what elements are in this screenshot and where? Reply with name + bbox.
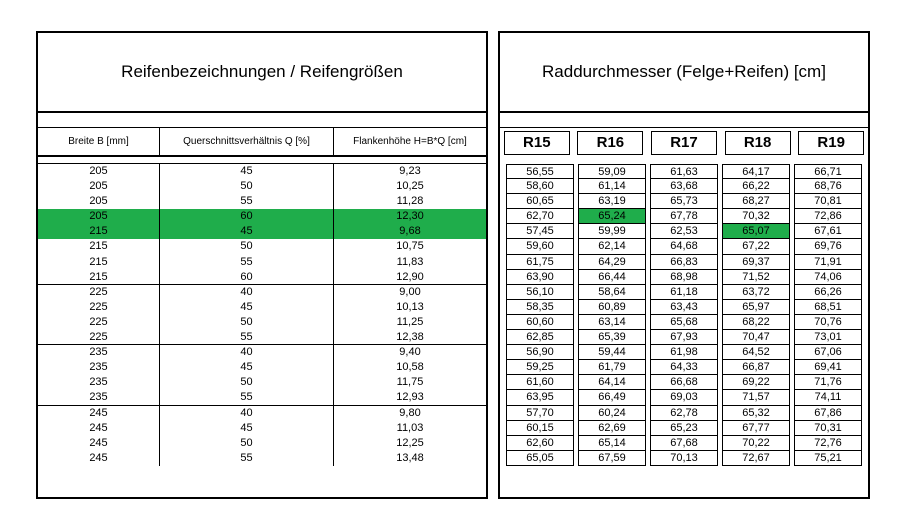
cell-ratio: 50 bbox=[160, 375, 334, 390]
cell-diameter-r17: 68,98 bbox=[650, 270, 718, 285]
cell-diameter-r17: 69,03 bbox=[650, 390, 718, 405]
cell-diameter-r18: 70,47 bbox=[722, 330, 790, 345]
table-row bbox=[506, 285, 862, 300]
cell-sidewall: 12,38 bbox=[396, 331, 424, 344]
cell-diameter-r15: 65,05 bbox=[506, 451, 574, 466]
table-row bbox=[506, 239, 862, 254]
header-r19: R19 bbox=[798, 131, 864, 155]
cell-sidewall: 13,48 bbox=[396, 451, 424, 464]
cell-width: 205 bbox=[38, 194, 160, 209]
cell-width: 225 bbox=[38, 285, 160, 300]
cell-diameter-r18: 67,77 bbox=[722, 421, 790, 436]
cell-width: 245 bbox=[38, 451, 160, 466]
cell-diameter-r16: 65,24 bbox=[578, 209, 646, 224]
table-row bbox=[38, 451, 486, 466]
header-r18: R18 bbox=[725, 131, 791, 155]
header-r15: R15 bbox=[504, 131, 570, 155]
cell-sidewall: 10,13 bbox=[396, 300, 424, 313]
cell-diameter-r17: 63,68 bbox=[650, 179, 718, 194]
table-row bbox=[506, 421, 862, 436]
cell-diameter-r19: 66,71 bbox=[794, 164, 862, 179]
table-row bbox=[38, 421, 486, 436]
cell-diameter-r16: 66,49 bbox=[578, 390, 646, 405]
cell-diameter-r19: 71,76 bbox=[794, 375, 862, 390]
cell-diameter-r16: 59,09 bbox=[578, 164, 646, 179]
cell-diameter-r19: 72,86 bbox=[794, 209, 862, 224]
cell-diameter-r16: 59,44 bbox=[578, 345, 646, 360]
table-row bbox=[506, 315, 862, 330]
header-r17: R17 bbox=[651, 131, 717, 155]
cell-diameter-r18: 64,17 bbox=[722, 164, 790, 179]
header-ratio: Querschnittsverhältnis Q [%] bbox=[160, 128, 334, 155]
table-row bbox=[38, 194, 486, 209]
cell-diameter-r16: 60,24 bbox=[578, 406, 646, 421]
cell-diameter-r16: 61,79 bbox=[578, 360, 646, 375]
cell-ratio: 50 bbox=[160, 179, 334, 194]
cell-ratio: 45 bbox=[160, 164, 334, 179]
cell-diameter-r19: 71,91 bbox=[794, 255, 862, 270]
cell-ratio: 60 bbox=[160, 209, 334, 224]
cell-diameter-r15: 62,60 bbox=[506, 436, 574, 451]
cell-ratio: 55 bbox=[160, 451, 334, 466]
wheel-diameter-rows bbox=[506, 164, 862, 466]
cell-sidewall: 10,25 bbox=[396, 180, 424, 193]
cell-diameter-r17: 65,73 bbox=[650, 194, 718, 209]
cell-ratio: 55 bbox=[160, 255, 334, 270]
table-row bbox=[38, 315, 486, 330]
cell-diameter-r16: 65,39 bbox=[578, 330, 646, 345]
cell-diameter-r16: 59,99 bbox=[578, 224, 646, 239]
cell-diameter-r15: 56,90 bbox=[506, 345, 574, 360]
cell-diameter-r15: 60,60 bbox=[506, 315, 574, 330]
wheel-diameter-table bbox=[498, 31, 870, 499]
cell-ratio: 40 bbox=[160, 285, 334, 300]
cell-ratio: 50 bbox=[160, 436, 334, 451]
wheel-diameter-title: Raddurchmesser (Felge+Reifen) [cm] bbox=[500, 33, 868, 113]
cell-sidewall: 11,75 bbox=[396, 376, 424, 389]
cell-diameter-r15: 58,35 bbox=[506, 300, 574, 315]
table-row bbox=[506, 224, 862, 239]
cell-diameter-r16: 60,89 bbox=[578, 300, 646, 315]
cell-diameter-r18: 71,57 bbox=[722, 390, 790, 405]
cell-diameter-r19: 68,76 bbox=[794, 179, 862, 194]
cell-diameter-r18: 63,72 bbox=[722, 285, 790, 300]
cell-ratio: 60 bbox=[160, 270, 334, 284]
cell-diameter-r18: 64,52 bbox=[722, 345, 790, 360]
cell-width: 225 bbox=[38, 315, 160, 330]
cell-diameter-r18: 72,67 bbox=[722, 451, 790, 466]
cell-diameter-r18: 67,22 bbox=[722, 239, 790, 254]
cell-diameter-r15: 61,60 bbox=[506, 375, 574, 390]
cell-diameter-r16: 63,14 bbox=[578, 315, 646, 330]
cell-sidewall: 11,25 bbox=[396, 315, 424, 328]
cell-diameter-r19: 70,81 bbox=[794, 194, 862, 209]
table-row bbox=[38, 406, 486, 421]
table-row bbox=[506, 209, 862, 224]
cell-ratio: 45 bbox=[160, 360, 334, 375]
cell-width: 235 bbox=[38, 390, 160, 404]
cell-diameter-r18: 66,22 bbox=[722, 179, 790, 194]
cell-diameter-r18: 68,22 bbox=[722, 315, 790, 330]
cell-diameter-r19: 72,76 bbox=[794, 436, 862, 451]
cell-diameter-r16: 61,14 bbox=[578, 179, 646, 194]
header-r16: R16 bbox=[577, 131, 643, 155]
cell-diameter-r15: 60,65 bbox=[506, 194, 574, 209]
cell-diameter-r17: 66,68 bbox=[650, 375, 718, 390]
cell-ratio: 45 bbox=[160, 300, 334, 315]
cell-diameter-r17: 67,78 bbox=[650, 209, 718, 224]
cell-diameter-r16: 63,19 bbox=[578, 194, 646, 209]
cell-ratio: 55 bbox=[160, 194, 334, 209]
table-row bbox=[506, 300, 862, 315]
cell-diameter-r18: 69,37 bbox=[722, 255, 790, 270]
cell-sidewall: 12,90 bbox=[396, 270, 424, 283]
cell-diameter-r19: 67,06 bbox=[794, 345, 862, 360]
cell-diameter-r19: 69,41 bbox=[794, 360, 862, 375]
table-row bbox=[38, 330, 486, 345]
table-row bbox=[506, 406, 862, 421]
cell-diameter-r19: 73,01 bbox=[794, 330, 862, 345]
table-row bbox=[38, 164, 486, 179]
cell-diameter-r16: 67,59 bbox=[578, 451, 646, 466]
cell-width: 245 bbox=[38, 436, 160, 451]
cell-sidewall: 10,75 bbox=[396, 240, 424, 253]
cell-diameter-r18: 66,87 bbox=[722, 360, 790, 375]
cell-diameter-r17: 67,68 bbox=[650, 436, 718, 451]
cell-width: 215 bbox=[38, 255, 160, 270]
cell-diameter-r17: 61,98 bbox=[650, 345, 718, 360]
cell-width: 215 bbox=[38, 270, 160, 284]
cell-diameter-r16: 64,14 bbox=[578, 375, 646, 390]
cell-diameter-r18: 68,27 bbox=[722, 194, 790, 209]
table-row bbox=[38, 270, 486, 285]
cell-sidewall: 9,23 bbox=[399, 165, 421, 177]
table-row bbox=[38, 209, 486, 224]
cell-diameter-r17: 61,63 bbox=[650, 164, 718, 179]
cell-diameter-r19: 74,06 bbox=[794, 270, 862, 285]
table-row bbox=[38, 360, 486, 375]
cell-diameter-r18: 70,22 bbox=[722, 436, 790, 451]
table-row bbox=[38, 300, 486, 315]
cell-diameter-r17: 61,18 bbox=[650, 285, 718, 300]
cell-diameter-r17: 65,23 bbox=[650, 421, 718, 436]
cell-diameter-r17: 64,68 bbox=[650, 239, 718, 254]
cell-diameter-r18: 65,07 bbox=[722, 224, 790, 239]
cell-diameter-r15: 57,45 bbox=[506, 224, 574, 239]
table-row bbox=[38, 224, 486, 239]
cell-ratio: 55 bbox=[160, 390, 334, 404]
cell-diameter-r15: 56,55 bbox=[506, 164, 574, 179]
cell-diameter-r19: 67,61 bbox=[794, 224, 862, 239]
cell-diameter-r17: 62,78 bbox=[650, 406, 718, 421]
cell-diameter-r16: 65,14 bbox=[578, 436, 646, 451]
cell-diameter-r15: 59,60 bbox=[506, 239, 574, 254]
table-row bbox=[506, 436, 862, 451]
table-row bbox=[506, 255, 862, 270]
cell-diameter-r17: 66,83 bbox=[650, 255, 718, 270]
header-sidewall: Flankenhöhe H=B*Q [cm] bbox=[353, 136, 467, 147]
cell-width: 235 bbox=[38, 345, 160, 360]
cell-diameter-r19: 70,76 bbox=[794, 315, 862, 330]
cell-diameter-r17: 67,93 bbox=[650, 330, 718, 345]
spacer-row bbox=[38, 113, 486, 128]
cell-diameter-r15: 63,90 bbox=[506, 270, 574, 285]
cell-width: 215 bbox=[38, 239, 160, 254]
table-row bbox=[506, 451, 862, 466]
cell-width: 225 bbox=[38, 300, 160, 315]
cell-diameter-r15: 62,70 bbox=[506, 209, 574, 224]
cell-diameter-r19: 70,31 bbox=[794, 421, 862, 436]
table-row bbox=[38, 179, 486, 194]
cell-diameter-r17: 62,53 bbox=[650, 224, 718, 239]
table-row bbox=[506, 270, 862, 285]
cell-width: 245 bbox=[38, 421, 160, 436]
cell-sidewall: 12,93 bbox=[396, 391, 424, 404]
table-row bbox=[506, 345, 862, 360]
cell-width: 225 bbox=[38, 330, 160, 344]
table-row bbox=[38, 345, 486, 360]
cell-sidewall: 10,58 bbox=[396, 361, 424, 374]
cell-diameter-r15: 63,95 bbox=[506, 390, 574, 405]
cell-diameter-r18: 65,97 bbox=[722, 300, 790, 315]
cell-ratio: 45 bbox=[160, 421, 334, 436]
cell-diameter-r18: 69,22 bbox=[722, 375, 790, 390]
cell-ratio: 50 bbox=[160, 315, 334, 330]
cell-diameter-r15: 59,25 bbox=[506, 360, 574, 375]
cell-ratio: 40 bbox=[160, 406, 334, 421]
rim-size-header bbox=[500, 128, 868, 155]
cell-diameter-r15: 62,85 bbox=[506, 330, 574, 345]
tire-sizes-title: Reifenbezeichnungen / Reifengrößen bbox=[38, 33, 486, 113]
cell-diameter-r19: 74,11 bbox=[794, 390, 862, 405]
cell-ratio: 45 bbox=[160, 224, 334, 239]
cell-ratio: 55 bbox=[160, 330, 334, 344]
cell-diameter-r16: 66,44 bbox=[578, 270, 646, 285]
table-row bbox=[38, 375, 486, 390]
cell-diameter-r19: 75,21 bbox=[794, 451, 862, 466]
cell-diameter-r17: 63,43 bbox=[650, 300, 718, 315]
cell-diameter-r15: 58,60 bbox=[506, 179, 574, 194]
table-row bbox=[506, 375, 862, 390]
cell-width: 235 bbox=[38, 360, 160, 375]
cell-sidewall: 12,30 bbox=[396, 210, 424, 223]
tire-sizes-header bbox=[38, 128, 486, 157]
cell-diameter-r15: 56,10 bbox=[506, 285, 574, 300]
cell-diameter-r19: 69,76 bbox=[794, 239, 862, 254]
cell-ratio: 40 bbox=[160, 345, 334, 360]
table-row bbox=[506, 179, 862, 194]
cell-diameter-r19: 66,26 bbox=[794, 285, 862, 300]
cell-sidewall: 11,83 bbox=[396, 255, 424, 268]
cell-width: 205 bbox=[38, 209, 160, 224]
cell-sidewall: 9,00 bbox=[399, 285, 421, 298]
cell-diameter-r16: 58,64 bbox=[578, 285, 646, 300]
cell-diameter-r18: 71,52 bbox=[722, 270, 790, 285]
cell-ratio: 50 bbox=[160, 239, 334, 254]
cell-width: 215 bbox=[38, 224, 160, 239]
cell-diameter-r18: 65,32 bbox=[722, 406, 790, 421]
header-width: Breite B [mm] bbox=[38, 128, 160, 155]
cell-sidewall: 9,40 bbox=[399, 346, 421, 359]
cell-sidewall: 12,25 bbox=[396, 436, 424, 449]
table-row bbox=[38, 255, 486, 270]
cell-sidewall: 11,03 bbox=[396, 421, 424, 434]
cell-width: 205 bbox=[38, 179, 160, 194]
table-row bbox=[506, 390, 862, 405]
table-row bbox=[38, 390, 486, 405]
table-row bbox=[38, 436, 486, 451]
cell-sidewall: 11,28 bbox=[396, 195, 424, 208]
cell-diameter-r16: 64,29 bbox=[578, 255, 646, 270]
table-row bbox=[38, 239, 486, 254]
spacer-row bbox=[500, 113, 868, 128]
cell-diameter-r17: 65,68 bbox=[650, 315, 718, 330]
cell-diameter-r19: 67,86 bbox=[794, 406, 862, 421]
cell-width: 245 bbox=[38, 406, 160, 421]
cell-width: 235 bbox=[38, 375, 160, 390]
cell-diameter-r17: 70,13 bbox=[650, 451, 718, 466]
table-row bbox=[38, 285, 486, 300]
tire-sizes-rows bbox=[38, 164, 486, 466]
cell-sidewall: 9,68 bbox=[399, 225, 421, 238]
table-row bbox=[506, 360, 862, 375]
cell-diameter-r15: 61,75 bbox=[506, 255, 574, 270]
cell-diameter-r19: 68,51 bbox=[794, 300, 862, 315]
cell-diameter-r15: 57,70 bbox=[506, 406, 574, 421]
cell-sidewall: 9,80 bbox=[399, 406, 421, 419]
cell-diameter-r15: 60,15 bbox=[506, 421, 574, 436]
cell-diameter-r16: 62,69 bbox=[578, 421, 646, 436]
table-row bbox=[506, 330, 862, 345]
cell-diameter-r18: 70,32 bbox=[722, 209, 790, 224]
cell-diameter-r16: 62,14 bbox=[578, 239, 646, 254]
table-row bbox=[506, 164, 862, 179]
tire-sizes-table bbox=[36, 31, 488, 499]
table-row bbox=[506, 194, 862, 209]
cell-width: 205 bbox=[38, 164, 160, 179]
cell-diameter-r17: 64,33 bbox=[650, 360, 718, 375]
